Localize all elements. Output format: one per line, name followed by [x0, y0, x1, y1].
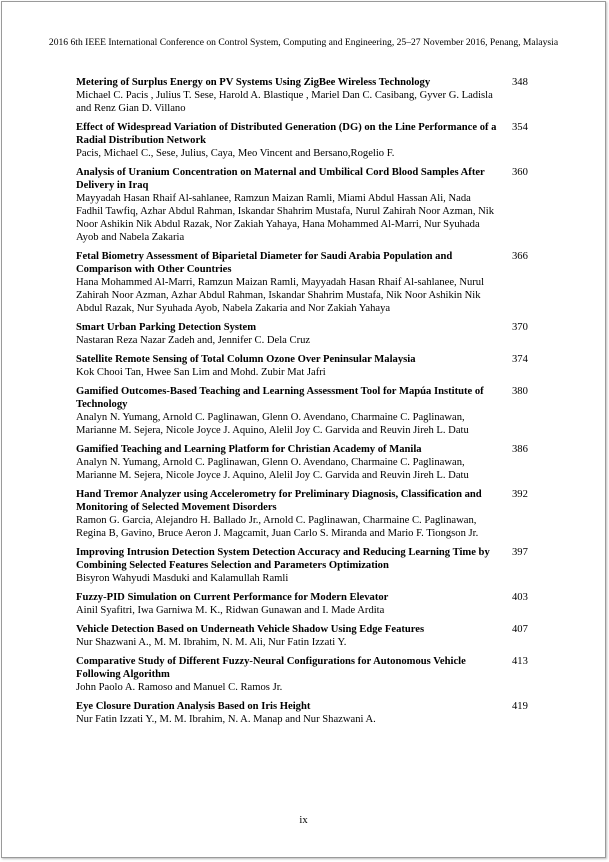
paper-authors: John Paolo A. Ramoso and Manuel C. Ramos Jr.: [76, 682, 283, 693]
toc-entry: [76, 623, 536, 649]
toc-entry: [76, 655, 536, 694]
page-ref: 360: [512, 167, 528, 178]
running-header: 2016 6th IEEE International Conference on Control System, Computing and Engineering, 25–27 November 2016, Penang, Malaysia: [48, 37, 559, 48]
paper-authors: Nastaran Reza Nazar Zadeh and, Jennifer C. Dela Cruz: [76, 335, 311, 346]
paper-authors: Michael C. Pacis , Julius T. Sese, Harold A. Blastique , Mariel Dan C. Casibang, Gyver G. Ladisla and Renz Gian D. Villano: [76, 90, 493, 114]
toc-entry: [76, 546, 536, 585]
paper-authors: Nur Fatin Izzati Y., M. M. Ibrahim, N. A. Manap and Nur Shazwani A.: [76, 714, 376, 725]
toc-entry: [76, 76, 536, 115]
toc-entry: [76, 250, 536, 315]
page-ref: 374: [512, 354, 528, 365]
paper-title: Hand Tremor Analyzer using Accelerometry for Preliminary Diagnosis, Classification and Monitoring of Selected Movement Disorders: [76, 489, 482, 513]
toc-entry: [76, 488, 536, 540]
paper-authors: Ramon G. Garcia, Alejandro H. Ballado Jr., Arnold C. Paglinawan, Charmaine C. Paglinawan, Regina B, Gavino, Bruce Aeron J. Magcamit, Juan Carlo S. Miranda and Mario F. Tiongson Jr.: [76, 515, 479, 539]
page-ref: 419: [512, 701, 528, 712]
toc-entry: [76, 700, 536, 726]
toc-entry: [76, 443, 536, 482]
paper-authors: Pacis, Michael C., Sese, Julius, Caya, Meo Vincent and Bersano,Rogelio F.: [76, 148, 395, 159]
page-ref: 348: [512, 77, 528, 88]
paper-title: Improving Intrusion Detection System Detection Accuracy and Reducing Learning Time by Combining Selected Features Selection and Parameters Optimization: [76, 547, 490, 571]
paper-authors: Nur Shazwani A., M. M. Ibrahim, N. M. Ali, Nur Fatin Izzati Y.: [76, 637, 347, 648]
paper-title: Fetal Biometry Assessment of Biparietal Diameter for Saudi Arabia Population and Comparison with Other Countries: [76, 251, 453, 275]
paper-title: Analysis of Uranium Concentration on Maternal and Umbilical Cord Blood Samples After Delivery in Iraq: [76, 167, 485, 191]
page-ref: 403: [512, 592, 528, 603]
toc-entry: [76, 591, 536, 617]
toc-entry: [76, 121, 536, 160]
paper-title: Effect of Widespread Variation of Distributed Generation (DG) on the Line Performance of a Radial Distribution Network: [76, 122, 497, 146]
toc-entry: [76, 385, 536, 437]
paper-authors: Hana Mohammed Al-Marri, Ramzun Maizan Ramli, Mayyadah Hasan Rhaif Al-sahlanee, Nurul Zahirah Noor Azman, Azhar Abdul Rahman, Iskandar Shahrim Mustafa, Nik Noor Ashikin Nik Abdul Razak, Nur Syuhada Ayob, Nabela Zakaria and Nor Zakiah Yahaya: [76, 277, 485, 314]
paper-authors: Bisyron Wahyudi Masduki and Kalamullah Ramli: [76, 573, 289, 584]
paper-authors: Analyn N. Yumang, Arnold C. Paglinawan, Glenn O. Avendano, Charmaine C. Paglinawan, Marianne M. Sejera, Nicole Joyce J. Aquino, Alelil Joy C. Garvida and Reuvin Jireh L. Datu: [76, 457, 469, 481]
page-number: ix: [299, 815, 308, 826]
page-ref: 407: [512, 624, 528, 635]
page-ref: 397: [512, 547, 528, 558]
page-ref: 354: [512, 122, 528, 133]
paper-title: Fuzzy-PID Simulation on Current Performance for Modern Elevator: [76, 592, 389, 603]
paper-authors: Kok Chooi Tan, Hwee San Lim and Mohd. Zubir Mat Jafri: [76, 367, 326, 378]
page-ref: 380: [512, 386, 528, 397]
toc-entry: [76, 321, 536, 347]
document-page: [1, 1, 606, 858]
paper-title: Smart Urban Parking Detection System: [76, 322, 257, 333]
toc-entry: [76, 353, 536, 379]
paper-title: Comparative Study of Different Fuzzy-Neural Configurations for Autonomous Vehicle Following Algorithm: [76, 656, 466, 680]
paper-title: Gamified Teaching and Learning Platform for Christian Academy of Manila: [76, 444, 422, 455]
paper-title: Metering of Surplus Energy on PV Systems Using ZigBee Wireless Technology: [76, 77, 431, 88]
page-ref: 366: [512, 251, 528, 262]
paper-authors: Analyn N. Yumang, Arnold C. Paglinawan, Glenn O. Avendano, Charmaine C. Paglinawan, Marianne M. Sejera, Nicole Joyce J. Aquino, Alelil Joy C. Garvida and Reuvin Jireh L. Datu: [76, 412, 469, 436]
paper-title: Satellite Remote Sensing of Total Column Ozone Over Peninsular Malaysia: [76, 354, 416, 365]
paper-title: Vehicle Detection Based on Underneath Vehicle Shadow Using Edge Features: [76, 624, 425, 635]
toc-entry: [76, 166, 536, 244]
page-ref: 413: [512, 656, 528, 667]
paper-authors: Mayyadah Hasan Rhaif Al-sahlanee, Ramzun Maizan Ramli, Miami Abdul Hassan Ali, Nada Fadhil Tawfiq, Azhar Abdul Rahman, Iskandar Shahrim Mustafa, Nurul Zahirah Noor Azman, Nik Noor Ashikin Nik Abdul Razak, Nor Zakiah Yahaya, Hana Mohammed Al-Marri, Nur Syuhada Ayob and Nabela Zakaria: [76, 193, 495, 243]
table-of-contents: [76, 76, 536, 732]
page-ref: 386: [512, 444, 528, 455]
page-ref: 392: [512, 489, 528, 500]
page-ref: 370: [512, 322, 528, 333]
paper-title: Eye Closure Duration Analysis Based on Iris Height: [76, 701, 311, 712]
paper-authors: Ainil Syafitri, Iwa Garniwa M. K., Ridwan Gunawan and I. Made Ardita: [76, 605, 385, 616]
paper-title: Gamified Outcomes-Based Teaching and Learning Assessment Tool for Mapúa Institute of Technology: [76, 386, 484, 410]
